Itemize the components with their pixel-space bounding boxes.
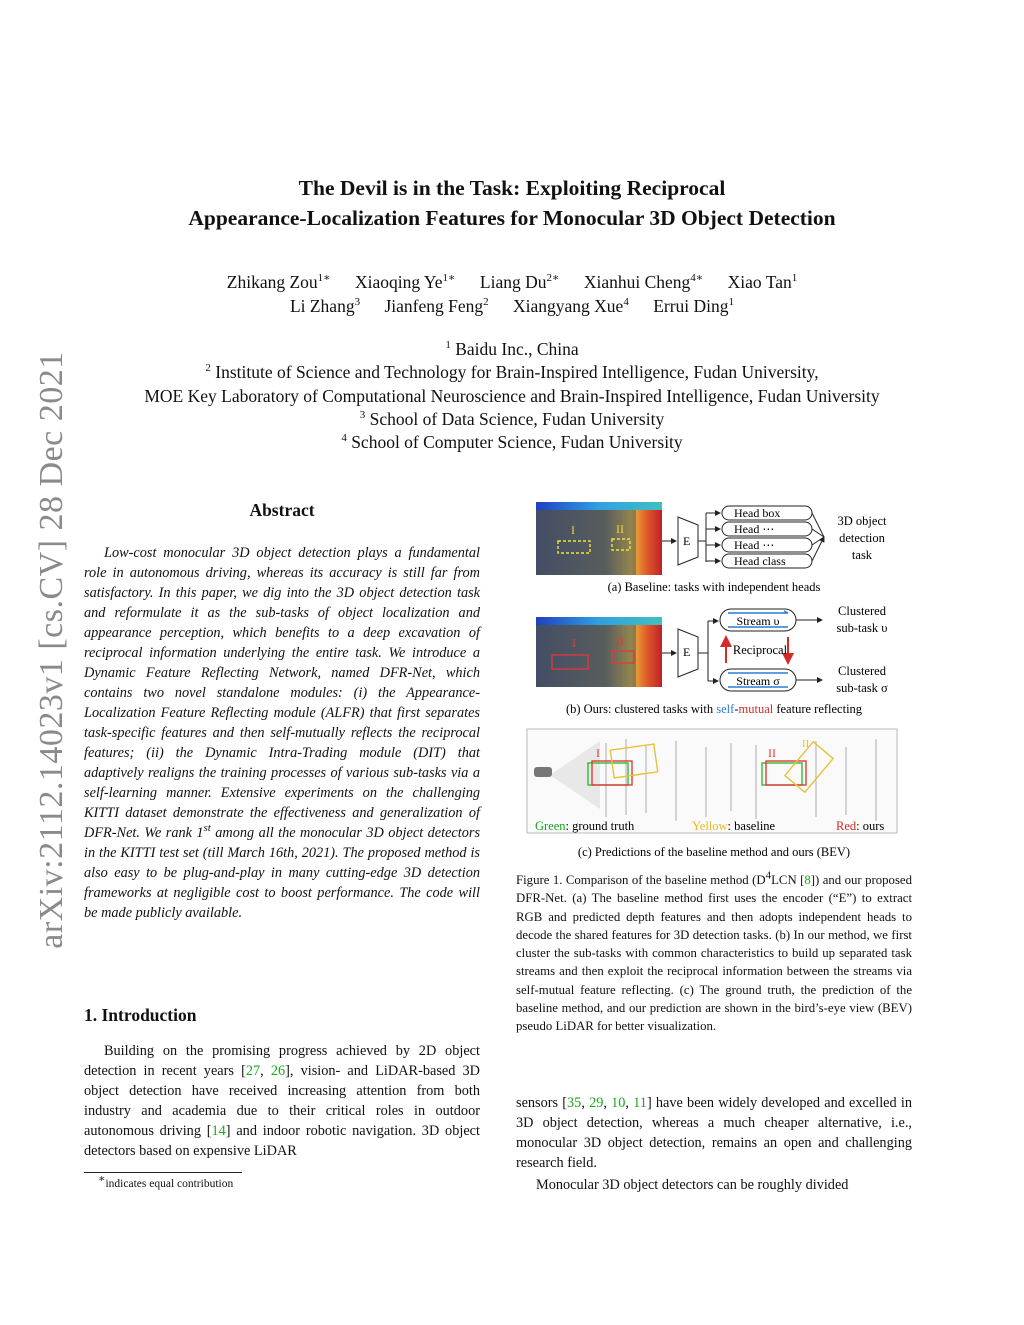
svg-text:Stream υ: Stream υ	[736, 614, 780, 628]
affiliation-4: $^4$ School of Computer Science, Fudan University	[341, 432, 683, 453]
svg-text:II: II	[768, 746, 776, 760]
stream-sigma	[720, 669, 796, 691]
encoder-a	[678, 517, 698, 565]
citation-link[interactable]: 29	[589, 1095, 604, 1111]
subcaption-b: (b) Ours: clustered tasks with self-mutual feature reflecting	[565, 702, 863, 716]
citation-link[interactable]: 11	[633, 1095, 647, 1111]
head-class: Head class	[734, 554, 786, 568]
author: Liang $Du^{2∗}$	[479, 272, 560, 292]
subcaption-c: (c) Predictions of the baseline method and ours (BEV)	[577, 845, 851, 859]
ours-input-image	[536, 617, 662, 687]
abstract-heading: Abstract	[249, 500, 315, 520]
footnote: ∗indicates equal contribution	[98, 1173, 234, 1190]
legend-green: Green: ground truth	[535, 819, 635, 833]
paragraph: sensors [35, 29, 10, 11] have been widely developed and excelled in 3D object detection, whereas a much cheaper alternative, i.e., monocular 3D object detection, remains an open and challenging research field.	[516, 1095, 912, 1171]
right-column-body	[516, 1093, 912, 1195]
author: Jianfeng Feng$^2$	[384, 296, 489, 316]
author: Errui Ding$^1$	[653, 296, 735, 316]
figure-1-caption: Figure 1. Comparison of the baseline method ($D^4LCN$ [8]) and our proposed DFR-Net. (a) The baseline method first uses the encoder (“E”) to extract RGB and predicted depth features and then adopts independent heads to decode the shared features for 3D detection tasks. (b) In our method, we first cluster the sub-tasks with common characteristics to build up separated task streams and then exploit the reciprocal information between the streams via self-mutual feature reflecting. (c) The ground truth, the prediction of the baseline method, and our prediction are shown in the bird’s-eye view (BEV) pseudo LiDAR for better visualization.	[516, 869, 912, 1034]
svg-text:E: E	[683, 645, 691, 659]
affiliation-2: $^2$ Institute of Science and Technology for Brain-Inspired Intelligence, Fudan University,	[205, 362, 819, 383]
figure-1-svg	[516, 495, 912, 865]
author: Zhikang Zou$^{1∗}$	[226, 272, 331, 292]
citation-link[interactable]: 14	[211, 1123, 226, 1139]
author-list	[0, 270, 1024, 318]
citation-link[interactable]: 26	[270, 1063, 286, 1079]
subcaption-a: (a) Baseline: tasks with independent heads	[607, 580, 821, 594]
reciprocal-label: Reciprocal	[732, 643, 788, 657]
affiliation-1: $^1$ Baidu Inc., China	[445, 339, 579, 359]
citation-link[interactable]: 35	[567, 1095, 582, 1111]
title-line-1: The Devil is in the Task: Exploiting Reciprocal	[298, 176, 726, 200]
citation-link[interactable]: 10	[611, 1095, 626, 1111]
svg-text:I: I	[572, 636, 576, 650]
abstract-text: Low-cost monocular 3D object detection plays a fundamental role in autonomous driving, whereas its accuracy is still far from satisfactory. In this paper, we dig into the 3D object detection task and reformulate it as the sub-tasks of object localization and appearance perception, which benefits to a deep excavation of reciprocal information underlying the entire task. We introduce a Dynamic Feature Reflecting Network, named DFR-Net, which contains two novel standalone modules: (i) the Appearance-Localization Feature Reflecting module (ALFR) that first separates task-specific features and then self-mutually reflects the reciprocal features; (ii) the Dynamic Intra-Trading module (DIT) that adaptively realigns the training processes of various sub-tasks via a self-learning manner. Extensive experiments on the challenging KITTI dataset demonstrate the effectiveness and generalization of DFR-Net. We rank 1st among all the monocular 3D object detectors in the KITTI test set (till March 16th, 2021). The proposed method is also easy to be plug-and-play in many cutting-edge 3D detection frameworks at negligible cost to boost performance. The code will be made publicly available.	[84, 545, 481, 921]
citation-link[interactable]: 8	[804, 873, 811, 887]
svg-text:sub-task σ: sub-task σ	[836, 681, 888, 695]
intro-paragraph: Building on the promising progress achieved by 2D object detection in recent years [27, 26], vision- and LiDAR-based 3D object detection have received increasing attention from both industry and academia due to their critical roles in outdoor autonomous driving [14] and indoor robotic navigation. 3D object detectors based on expensive LiDAR	[84, 1043, 480, 1159]
author: Xianhui Cheng$^{4∗}$	[583, 272, 704, 292]
bev-panel	[527, 729, 897, 833]
paragraph: Monocular 3D object detectors can be roughly divided	[536, 1177, 849, 1193]
stream-upsilon	[720, 609, 796, 631]
author-row-1	[0, 270, 1024, 294]
head-dots-2: Head ⋯	[734, 538, 775, 552]
svg-text:II: II	[616, 634, 624, 648]
svg-text:I: I	[596, 746, 600, 760]
svg-text:II: II	[802, 738, 810, 750]
output-label-a: 3D object	[837, 514, 887, 528]
author: Xiaoqing $Ye^{1∗}$	[355, 272, 456, 292]
baseline-input-image	[536, 502, 662, 575]
author: Li Zhang$^3$	[289, 296, 361, 316]
title-line-2: Appearance-Localization Features for Monocular 3D Object Detection	[188, 206, 836, 230]
affiliation-3: $^3$ School of Data Science, Fudan University	[359, 408, 665, 429]
svg-text:Stream σ: Stream σ	[736, 674, 780, 688]
region-label-II: II	[616, 522, 624, 536]
affiliations	[0, 338, 1024, 454]
head-dots: Head ⋯	[734, 522, 775, 536]
svg-text:Clustered: Clustered	[838, 604, 886, 618]
paper-title	[0, 173, 1024, 233]
author-row-2	[0, 294, 1024, 318]
encoder-b	[678, 629, 698, 677]
citation-link[interactable]: 27	[245, 1063, 261, 1079]
footnote-rule	[84, 1172, 242, 1173]
head-box: Head box	[734, 506, 781, 520]
author: Xiao Tan$^1$	[727, 272, 798, 292]
svg-text:detection: detection	[839, 531, 885, 545]
figure-1	[516, 495, 912, 865]
legend-red: Red: ours	[836, 819, 885, 833]
author: Xiangyang Xue$^4$	[513, 296, 629, 316]
svg-text:Clustered: Clustered	[838, 664, 886, 678]
svg-text:E: E	[683, 534, 691, 548]
svg-text:task: task	[851, 548, 873, 562]
svg-text:sub-task υ: sub-task υ	[836, 621, 888, 635]
section-heading-introduction: 1. Introduction	[84, 1005, 197, 1025]
legend-yellow: Yellow: baseline	[692, 819, 776, 833]
baseline-heads	[706, 506, 824, 568]
arxiv-stamp: arXiv:2112.14023v1 [cs.CV] 28 Dec 2021	[33, 351, 70, 949]
affiliation-2b: MOE Key Laboratory of Computational Neuroscience and Brain-Inspired Intelligence, Fudan University	[144, 385, 880, 406]
region-label-I: I	[571, 523, 575, 537]
